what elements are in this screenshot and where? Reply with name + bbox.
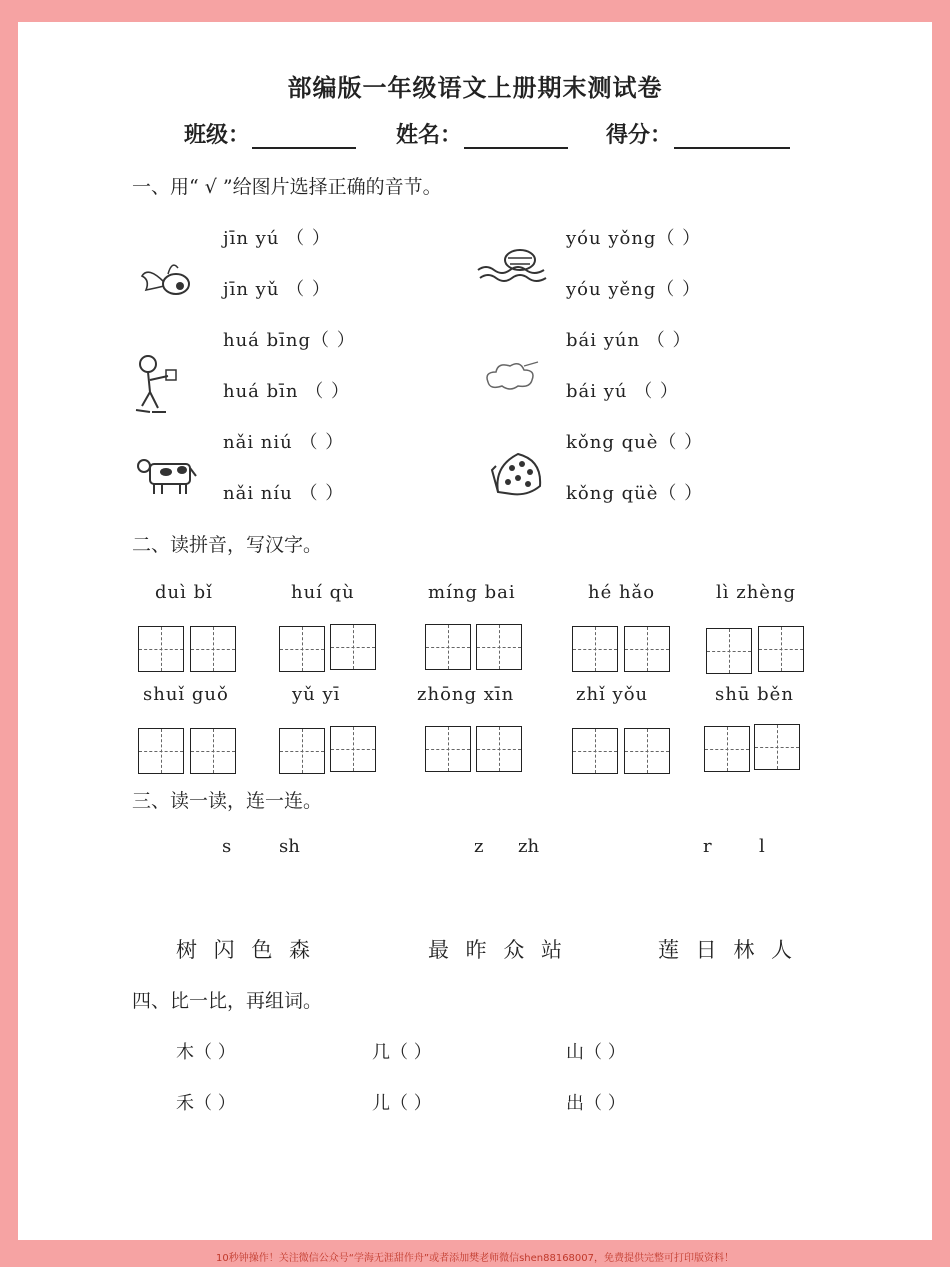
option-kong-que-2[interactable]: kǒng qüè（ ） [566,483,704,504]
worksheet-paper [18,22,932,1240]
goldfish-icon [138,246,198,302]
pinyin-hui-qu: huí qù [291,582,355,603]
pinyin-zhong-xin: zhōng xīn [417,684,515,705]
score-label: 得分： [606,123,673,148]
letter-l[interactable]: l [759,836,765,857]
footer-note: 10秒钟操作！关注微信公众号“学海无涯甜作舟”或者添加樊老师微信shen88168007，免费提供完整可打印版资料！ [215,1253,735,1264]
pinyin-yu-yi: yǔ yī [292,684,341,705]
writing-grid[interactable] [425,624,471,670]
section1-heading: 一、用“ √ ”给图片选择正确的音节。 [132,176,442,198]
letter-s[interactable]: s [222,836,232,857]
option-bai-yun-2[interactable]: bái yú （ ） [566,381,679,402]
writing-grid[interactable] [624,626,670,672]
writing-grid[interactable] [572,626,618,672]
word-ji[interactable]: 几（ ） [372,1042,432,1063]
writing-grid[interactable] [425,726,471,772]
letter-r[interactable]: r [703,836,712,857]
option-you-yong-2[interactable]: yóu yěng（ ） [566,279,701,300]
page-title: 部编版一年级语文上册期末测试卷 [287,74,663,102]
pinyin-ming-bai: míng bai [428,582,516,603]
pinyin-zhi-you: zhǐ yǒu [576,684,649,705]
section4-heading: 四、比一比，再组词。 [132,990,323,1012]
writing-grid[interactable] [190,626,236,672]
writing-grid[interactable] [758,626,804,672]
section2-heading: 二、读拼音，写汉字。 [132,534,323,556]
option-nai-niu-1[interactable]: nǎi niú （ ） [223,432,345,453]
class-blank[interactable] [252,125,356,149]
word-er[interactable]: 儿（ ） [372,1093,432,1114]
writing-grid[interactable] [476,726,522,772]
char-group-1[interactable]: 树 闪 色 森 [176,938,311,962]
section3-heading: 三、读一读，连一连。 [132,790,323,812]
class-label: 班级： [184,123,251,148]
word-shan[interactable]: 山（ ） [566,1042,626,1063]
name-field [396,118,568,149]
writing-grid[interactable] [190,728,236,774]
writing-grid[interactable] [476,624,522,670]
writing-grid[interactable] [330,624,376,670]
option-hua-bing-1[interactable]: huá bīng（ ） [223,330,356,351]
pinyin-shu-ben: shū běn [715,684,794,705]
char-group-2[interactable]: 最 昨 众 站 [428,938,563,962]
pinyin-shui-guo: shuǐ guǒ [143,684,229,705]
writing-grid[interactable] [754,724,800,770]
option-jin-yu-2[interactable]: jīn yǔ （ ） [223,279,331,300]
letter-zh[interactable]: zh [518,836,540,857]
cloud-icon [480,358,540,394]
pinyin-li-zheng: lì zhèng [716,582,797,603]
option-you-yong-1[interactable]: yóu yǒng（ ） [566,228,702,249]
char-group-3[interactable]: 莲 日 林 人 [658,938,793,962]
pinyin-dui-bi: duì bǐ [155,582,213,603]
writing-grid[interactable] [138,728,184,774]
option-hua-bing-2[interactable]: huá bīn （ ） [223,381,350,402]
writing-grid[interactable] [138,626,184,672]
option-kong-que-1[interactable]: kǒng què（ ） [566,432,704,453]
word-mu[interactable]: 木（ ） [176,1042,236,1063]
writing-grid[interactable] [572,728,618,774]
skating-icon [132,354,188,416]
cow-icon [136,454,200,498]
option-jin-yu-1[interactable]: jīn yú （ ） [223,228,331,249]
peacock-icon [488,446,546,500]
name-label: 姓名： [396,123,463,148]
word-he[interactable]: 禾（ ） [176,1093,236,1114]
pinyin-he-hao: hé hǎo [588,582,656,603]
class-field [184,118,356,149]
swimming-icon [474,244,550,284]
score-blank[interactable] [674,125,790,149]
word-chu[interactable]: 出（ ） [566,1093,626,1114]
writing-grid[interactable] [279,626,325,672]
writing-grid[interactable] [624,728,670,774]
writing-grid[interactable] [704,726,750,772]
option-bai-yun-1[interactable]: bái yún （ ） [566,330,692,351]
option-nai-niu-2[interactable]: nǎi níu （ ） [223,483,345,504]
writing-grid[interactable] [706,628,752,674]
name-blank[interactable] [464,125,568,149]
score-field [606,118,790,149]
writing-grid[interactable] [330,726,376,772]
writing-grid[interactable] [279,728,325,774]
letter-sh[interactable]: sh [279,836,300,857]
letter-z[interactable]: z [474,836,484,857]
